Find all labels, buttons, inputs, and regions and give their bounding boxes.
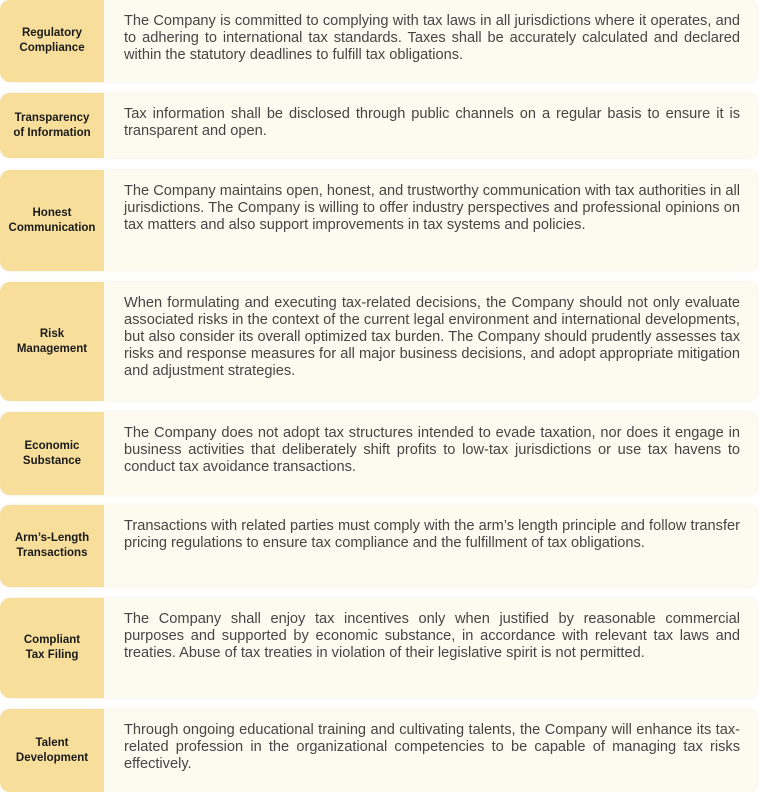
policy-row-transparency xyxy=(0,93,758,158)
policy-label: Arm’s-Length Transactions xyxy=(0,505,104,587)
policy-label: Economic Substance xyxy=(0,412,104,495)
policy-description: Tax information shall be disclosed through public channels on a regular basis to ensure it is transparent and open. xyxy=(124,106,740,139)
policy-row-regulatory-compliance xyxy=(0,0,758,82)
policy-row-honest-communication xyxy=(0,170,758,271)
policy-description: The Company is committed to complying with tax laws in all jurisdictions where it operates, and to adhering to international tax standards. Taxes shall be accurately calculated and declared within the statutory deadlines to fulfill tax obligations. xyxy=(124,13,740,63)
policy-label: Risk Management xyxy=(0,282,104,401)
policy-description: The Company does not adopt tax structures intended to evade taxation, nor does it engage in business activities that deliberately shift profits to low-tax jurisdictions or use tax havens to conduct tax avoidance transactions. xyxy=(124,425,740,475)
policy-description: The Company shall enjoy tax incentives only when justified by reasonable commercial purposes and supported by economic substance, in accordance with relevant tax laws and treaties. Abuse of tax treaties in violation of their legislative spirit is not permitted. xyxy=(124,611,740,661)
policy-label: Talent Development xyxy=(0,709,104,792)
policy-label: Compliant Tax Filing xyxy=(0,598,104,698)
policy-label: Regulatory Compliance xyxy=(0,0,104,82)
policy-row-talent-development xyxy=(0,709,758,792)
policy-description: Through ongoing educational training and cultivating talents, the Company will enhance its tax-related profession in the organizational competencies to be capable of managing tax risks effectively. xyxy=(124,722,740,772)
policy-row-arms-length xyxy=(0,505,758,587)
policy-description: Transactions with related parties must comply with the arm’s length principle and follow transfer pricing regulations to ensure tax compliance and the fulfillment of tax obligations. xyxy=(124,518,740,551)
policy-label: Honest Communication xyxy=(0,170,104,271)
policy-row-economic-substance xyxy=(0,412,758,495)
policy-label: Transparency of Information xyxy=(0,93,104,158)
policy-description: When formulating and executing tax-related decisions, the Company should not only evaluate associated risks in the context of the current legal environment and international developments, but also consider its overall optimized tax burden. The Company should prudently assesses tax risks and response measures for all major business decisions, and adopt appropriate mitigation and adjustment strategies. xyxy=(124,295,740,379)
policy-description: The Company maintains open, honest, and trustworthy communication with tax authorities in all jurisdictions. The Company is willing to offer industry perspectives and professional opinions on tax matters and also support improvements in tax systems and policies. xyxy=(124,183,740,233)
policy-row-compliant-tax-filing xyxy=(0,598,758,698)
policy-row-risk-management xyxy=(0,282,758,401)
